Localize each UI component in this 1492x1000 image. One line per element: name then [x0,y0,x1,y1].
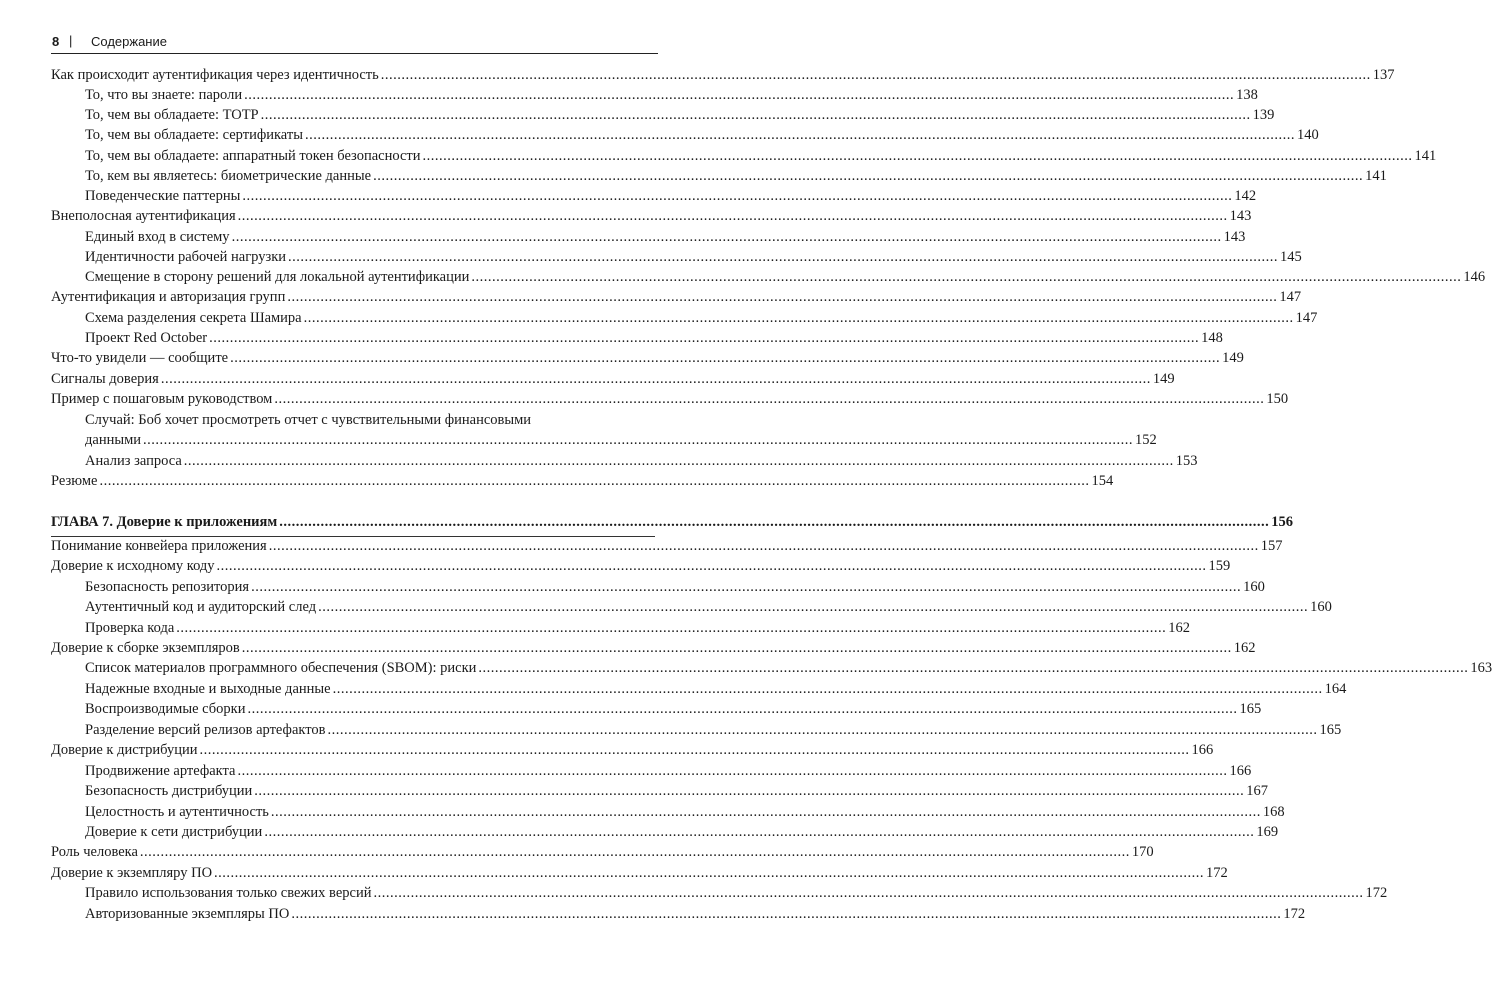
entry-page: 145 [1280,249,1302,265]
dot-leader [143,432,1133,449]
dot-leader [214,865,1204,882]
entry-title: То, чем вы обладаете: аппаратный токен безопасности [85,148,421,164]
dot-leader [238,208,1228,225]
header-title: Содержание [91,34,167,49]
toc-entry[interactable] [85,660,1492,679]
dot-leader [305,127,1295,144]
toc-entry[interactable] [85,453,1198,472]
toc-entry[interactable] [85,579,1265,598]
entry-title: Единый вход в систему [85,229,230,245]
dot-leader [333,681,1323,698]
toc-entry[interactable] [85,906,1306,925]
toc-entry[interactable] [85,87,1258,106]
dot-leader [161,371,1151,388]
entry-page: 157 [1260,538,1283,554]
dot-leader [327,722,1317,739]
entry-page: 154 [1091,473,1114,489]
entry-title: Доверие к сборке экземпляров [51,640,240,656]
entry-page: 168 [1262,804,1285,820]
entry-title: Понимание конвейера приложения [51,538,267,554]
entry-title: Поведенческие паттерны [85,188,241,204]
entry-title: Резюме [51,473,98,489]
entry-title: Безопасность репозитория [85,579,250,595]
entry-title: Доверие к дистрибуции [51,742,198,758]
entry-title: То, чем вы обладаете: TOTP [85,107,259,123]
toc-entry[interactable] [85,148,1437,167]
entry-title: То, кем вы являетесь: биометрические данные [85,168,372,184]
chapter-heading[interactable] [51,514,1293,533]
dot-leader [209,330,1199,347]
entry-title: Идентичности рабочей нагрузки [85,249,286,265]
entry-title: Схема разделения секрета Шамира [85,310,302,326]
entry-page: 160 [1243,579,1265,595]
entry-title: ГЛАВА 7. Доверие к приложениям [51,514,278,530]
dot-leader [232,229,1222,246]
entry-page: 142 [1234,188,1257,204]
toc-entry[interactable] [51,350,1244,369]
entry-page: 172 [1283,906,1306,922]
entry-page: 164 [1324,681,1347,697]
toc-entry[interactable] [85,722,1342,741]
toc-entry[interactable] [85,804,1285,823]
entry-page: 162 [1233,640,1256,656]
entry-page: 149 [1152,371,1175,387]
toc-entry[interactable] [85,824,1279,843]
toc-entry[interactable] [85,701,1262,720]
entry-page: 166 [1229,763,1252,779]
dot-leader [184,453,1174,470]
toc-entry[interactable] [51,289,1302,308]
entry-page: 147 [1279,289,1302,305]
toc-entry[interactable] [85,599,1332,618]
toc-entry[interactable] [85,885,1388,904]
dot-leader [373,168,1363,185]
toc-entry[interactable] [51,742,1214,761]
entry-page: 172 [1365,885,1388,901]
toc-entry[interactable] [85,269,1486,288]
toc-entry[interactable] [85,229,1246,248]
header-separator: | [69,33,73,48]
dot-leader [230,350,1220,367]
dot-leader [242,640,1232,657]
dot-leader [200,742,1190,759]
toc-entry[interactable] [85,681,1347,700]
dot-leader [176,620,1166,637]
entry-title: Доверие к сети дистрибуции [85,824,263,840]
entry-page: 156 [1271,514,1293,530]
toc-entry[interactable] [85,763,1252,782]
toc-entry[interactable] [51,208,1252,227]
dot-leader [304,310,1294,327]
entry-page: 170 [1131,844,1154,860]
entry-title: Правило использования только свежих версий [85,885,372,901]
entry-page: 149 [1222,350,1244,366]
entry-page: 137 [1372,67,1395,83]
toc-entry[interactable] [51,640,1256,659]
dot-leader [244,87,1234,104]
entry-title: Авторизованные экземпляры ПО [85,906,290,922]
toc-entry[interactable] [85,783,1269,802]
entry-page: 140 [1296,127,1319,143]
entry-title: Разделение версий релизов артефактов [85,722,326,738]
entry-page: 148 [1201,330,1223,346]
dot-leader [287,289,1277,306]
entry-page: 163 [1470,660,1492,676]
toc-entry[interactable] [51,844,1154,863]
toc-entry[interactable] [51,391,1289,410]
dot-leader [269,538,1259,555]
dot-leader [373,885,1363,902]
entry-title: Пример с пошаговым руководством [51,391,273,407]
entry-title: Список материалов программного обеспечения (SBOM): риски [85,660,477,676]
toc-entry[interactable] [85,249,1302,268]
toc-entry[interactable] [51,67,1395,86]
entry-title: Надежные входные и выходные данные [85,681,331,697]
entry-title: Смещение в сторону решений для локальной аутентификации [85,269,470,285]
entry-page: 166 [1191,742,1214,758]
entry-title: Доверие к экземпляру ПО [51,865,213,881]
toc-entry[interactable] [51,538,1283,557]
toc-entry[interactable] [85,330,1223,349]
entry-title: Как происходит аутентификация через идентичность [51,67,379,83]
toc-entry[interactable] [51,371,1175,390]
dot-leader [271,804,1261,821]
entry-page: 167 [1246,783,1269,799]
entry-page: 172 [1206,865,1228,881]
dot-leader [381,67,1371,84]
entry-page: 139 [1252,107,1275,123]
dot-leader [471,269,1461,286]
entry-page: 162 [1168,620,1191,636]
entry-title: Проект Red October [85,330,208,346]
dot-leader [237,763,1227,780]
dot-leader [251,579,1241,596]
toc-entry[interactable] [85,432,1157,451]
entry-title: Доверие к исходному коду [51,558,215,574]
entry-title: То, чем вы обладаете: сертификаты [85,127,303,143]
dot-leader [140,844,1130,861]
entry-page: 147 [1295,310,1318,326]
entry-title: Аутентичный код и аудиторский след [85,599,317,615]
toc-entry[interactable] [85,412,655,431]
dot-leader [261,107,1251,124]
dot-leader [478,660,1468,677]
dot-leader [264,824,1254,841]
dot-leader [288,249,1278,266]
dot-leader [254,783,1244,800]
entry-page: 165 [1319,722,1342,738]
entry-title: Целостность и аутентичность [85,804,269,820]
entry-title: Что-то увидели — сообщите [51,350,229,366]
chapter-rule [51,536,655,537]
entry-title: Воспроизводимые сборки [85,701,246,717]
entry-page: 159 [1208,558,1231,574]
entry-title: Сигналы доверия [51,371,159,387]
dot-leader [217,558,1207,575]
entry-title: Внеполосная аутентификация [51,208,236,224]
toc-entry[interactable] [51,473,1114,492]
dot-leader [242,188,1232,205]
toc-entry[interactable] [51,865,1228,884]
entry-page: 160 [1310,599,1332,615]
toc-entry[interactable] [85,310,1318,329]
dot-leader [279,514,1269,531]
entry-page: 150 [1266,391,1289,407]
entry-page: 153 [1175,453,1198,469]
entry-title: Аутентификация и авторизация групп [51,289,286,305]
entry-page: 152 [1135,432,1157,448]
toc-entry[interactable] [85,107,1275,126]
entry-page: 169 [1256,824,1279,840]
entry-title: данными [85,432,142,448]
entry-title: Проверка кода [85,620,175,636]
entry-title: Безопасность дистрибуции [85,783,253,799]
entry-page: 143 [1229,208,1252,224]
dot-leader [99,473,1089,490]
entry-page: 138 [1236,87,1258,103]
dot-leader [247,701,1237,718]
page-number: 8 [52,34,60,49]
dot-leader [422,148,1412,165]
entry-title: Роль человека [51,844,138,860]
entry-page: 141 [1365,168,1387,184]
running-header [51,33,658,54]
dot-leader [274,391,1264,408]
entry-title: Анализ запроса [85,453,182,469]
toc-entry[interactable] [85,188,1257,207]
toc-entry[interactable] [51,558,1231,577]
toc-entry[interactable] [85,168,1387,187]
entry-page: 141 [1414,148,1437,164]
entry-title: Случай: Боб хочет просмотреть отчет с чувствительными финансовыми [85,412,532,428]
entry-title: Продвижение артефакта [85,763,236,779]
dot-leader [291,906,1281,923]
toc-entry[interactable] [85,620,1191,639]
entry-page: 146 [1463,269,1486,285]
dot-leader [318,599,1308,616]
entry-page: 143 [1223,229,1246,245]
entry-page: 165 [1239,701,1262,717]
toc-entry[interactable] [85,127,1319,146]
entry-title: То, что вы знаете: пароли [85,87,243,103]
